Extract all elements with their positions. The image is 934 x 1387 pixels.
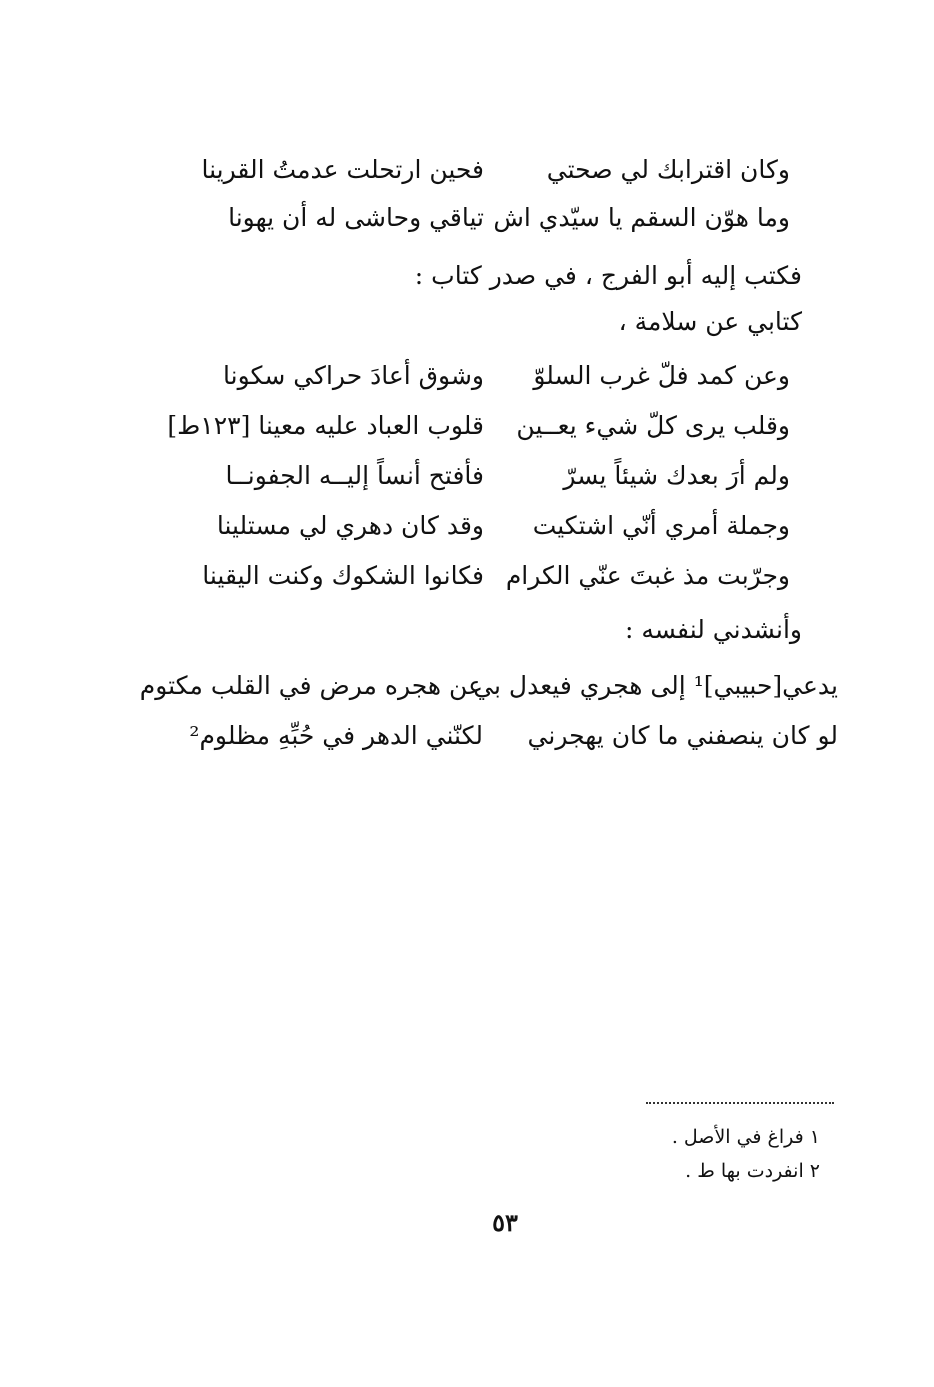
first-hemistich: وقلب يرى كلّ شيء يعــين	[516, 411, 790, 440]
second-hemistich: قلوب العباد عليه معينا [١٢٣ط]	[167, 411, 484, 440]
footnote: ٢ انفردت بها ط .	[685, 1160, 820, 1182]
first-hemistich: وجرّبت مذ غبتَ عنّي الكرام	[505, 561, 790, 590]
first-hemistich: ولم أرَ بعدك شيئاً يسرّ	[563, 461, 790, 490]
page-number: ٥٣	[492, 1208, 518, 1237]
first-hemistich: وكان اقترابك لي صحتي	[546, 155, 790, 184]
second-hemistich: فحين ارتحلت عدمتُ القرينا	[201, 155, 484, 184]
footnote: ١ فراغ في الأصل .	[671, 1126, 820, 1148]
second-hemistich: عن هجره مرض في القلب مكتوم	[139, 671, 483, 700]
second-hemistich: فأفتح أنساً إليــه الجفونــا	[225, 461, 484, 490]
second-hemistich: وقد كان دهري لي مستلينا	[216, 511, 484, 540]
first-hemistich: وما هوّن السقم يا سيّدي اش	[493, 203, 790, 232]
footnote-separator	[646, 1102, 834, 1104]
prose-line: كتابي عن سلامة ،	[618, 307, 802, 336]
first-hemistich: وعن كمد فلّ غرب السلوّ	[533, 361, 790, 390]
prose-line: فكتب إليه أبو الفرج ، في صدر كتاب :	[414, 261, 802, 290]
second-hemistich: فكانوا الشكوك وكنت اليقينا	[202, 561, 484, 590]
second-hemistich: لكنّني الدهر في حُبِّهِ مظلوم²	[189, 721, 483, 750]
second-hemistich: تياقي وحاشى له أن يهونا	[228, 203, 484, 232]
second-hemistich: وشوق أعادَ حراكي سكونا	[223, 361, 484, 390]
first-hemistich: لو كان ينصفني ما كان يهجرني	[527, 721, 838, 750]
prose-line: وأنشدني لنفسه :	[624, 615, 802, 644]
first-hemistich: وجملة أمري أنّي اشتكيت	[532, 511, 790, 540]
first-hemistich: يدعي[حبيبي]¹ إلى هجري فيعدل بي	[473, 671, 838, 700]
